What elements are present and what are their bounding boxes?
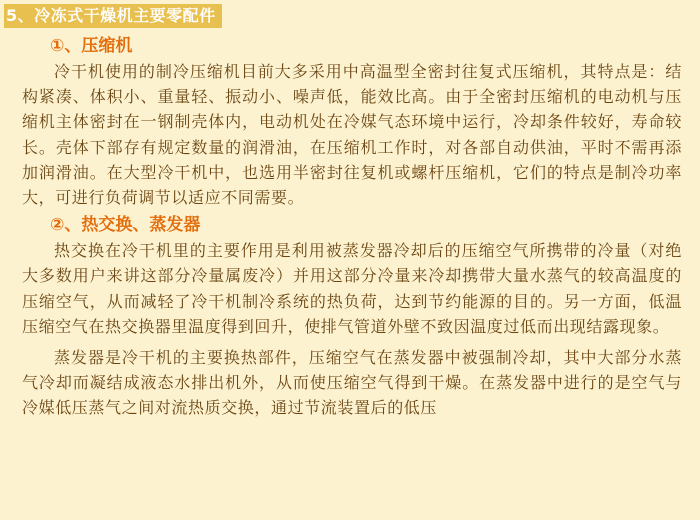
subheading-heat-exchanger: ②、热交换、蒸发器 xyxy=(50,215,201,236)
paragraph-heat-exchanger: 热交换在冷干机里的主要作用是利用被蒸发器冷却后的压缩空气所携带的冷量（对绝大多数用户来讲这部分冷量属废冷）并用这部分冷量来冷却携带大量水蒸气的较高温度的压缩空气，从而减轻了冷干机制冷系统的热负荷，达到节约能源的目的。另一方面，低温压缩空气在热交换器里温度得到回升，使排气管道外壁不致因温度过低而出现结露现象。 xyxy=(22,241,682,336)
paragraph-evaporator: 蒸发器是冷干机的主要换热部件，压缩空气在蒸发器中被强制冷却，其中大部分水蒸气冷却而凝结成液态水排出机外，从而使压缩空气得到干燥。在蒸发器中进行的是空气与冷媒低压蒸气之间对流热质交换，通过节流装置后的低压 xyxy=(22,348,682,418)
subheading-compressor: ①、压缩机 xyxy=(50,36,133,56)
section-title: 5、冷冻式干燥机主要零配件 xyxy=(6,6,216,25)
document-body xyxy=(22,33,682,421)
paragraph-compressor: 冷干机使用的制冷压缩机目前大多采用中高温型全密封往复式压缩机，其特点是：结构紧凑、体积小、重量轻、振动小、噪声低，能效比高。由于全密封压缩机的电动机与压缩机主体密封在一钢制壳体内，电动机处在冷媒气态环境中运行，冷却条件较好，寿命较长。壳体下部存有规定数量的润滑油，在压缩机工作时，对各部自动供油，平时不需再添加润滑油。在大型冷干机中，也选用半密封往复机或螺杆压缩机，它们的特点是制冷功率大，可进行负荷调节以适应不同需要。 xyxy=(22,62,682,208)
section-title-bar xyxy=(4,4,222,28)
